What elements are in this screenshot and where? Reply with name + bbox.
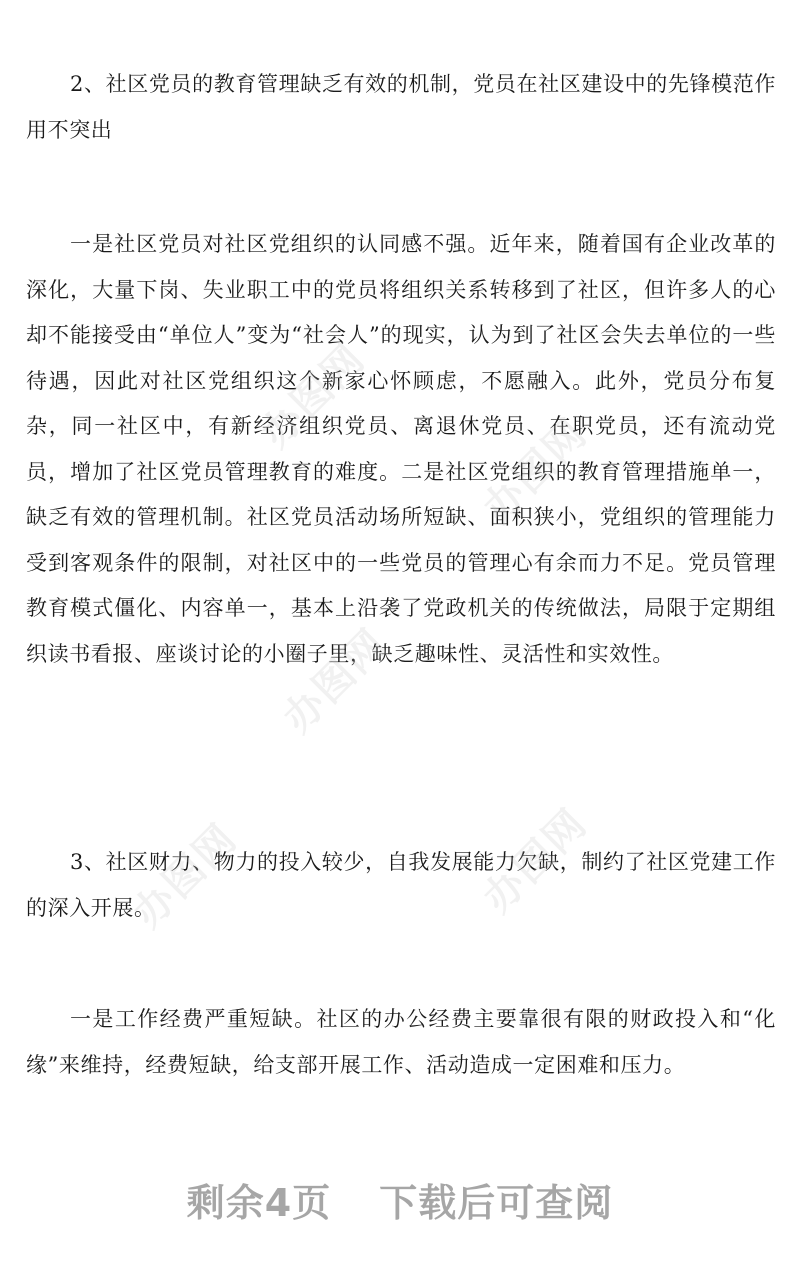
- watermark: 办图网: [474, 410, 597, 532]
- heading-paragraph-3: 3、社区财力、物力的投入较少，自我发展能力欠缺，制约了社区党建工作的深入开展。: [26, 850, 776, 920]
- download-prompt-banner[interactable]: [0, 1172, 800, 1227]
- watermark: 办图网: [474, 800, 597, 922]
- watermark: 办图网: [274, 620, 397, 742]
- watermark: 办图网: [252, 335, 375, 457]
- remaining-pages-label[interactable]: 剩余4页: [186, 1181, 332, 1225]
- body-paragraph-party-members: 一是社区党员对社区党组织的认同感不强。近年来，随着国有企业改革的深化，大量下岗、失业职工中的党员将组织关系转移到了社区，但许多人的心却不能接受由“单位人”变为“社会人”的现实，认为到了社区会失去单位的一些待遇，因此对社区党组织这个新家心怀顾虑，不愿融入。此外，党员分布复杂，同一社区中，有新经济组织党员、离退休党员、在职党员，还有流动党员，增加了社区党员管理教育的难度。二是社区党组织的教育管理措施单一，缺乏有效的管理机制。社区党员活动场所短缺、面积狭小，党组织的管理能力受到客观条件的限制，对社区中的一些党员的管理心有余而力不足。党员管理教育模式僵化、内容单一，基本上沿袭了党政机关的传统做法，局限于定期组织读书看报、座谈讨论的小圈子里，缺乏趣味性、灵活性和实效性。: [26, 232, 776, 666]
- body-paragraph-funding: 一是工作经费严重短缺。社区的办公经费主要靠很有限的财政投入和“化缘”来维持，经费短缺，给支部开展工作、活动造成一定困难和压力。: [26, 1007, 776, 1077]
- watermark: 办图网: [124, 815, 247, 937]
- download-hint-label[interactable]: 下载后可查阅: [379, 1181, 614, 1225]
- heading-paragraph-2: 2、社区党员的教育管理缺乏有效的机制，党员在社区建设中的先锋模范作用不突出: [26, 72, 776, 142]
